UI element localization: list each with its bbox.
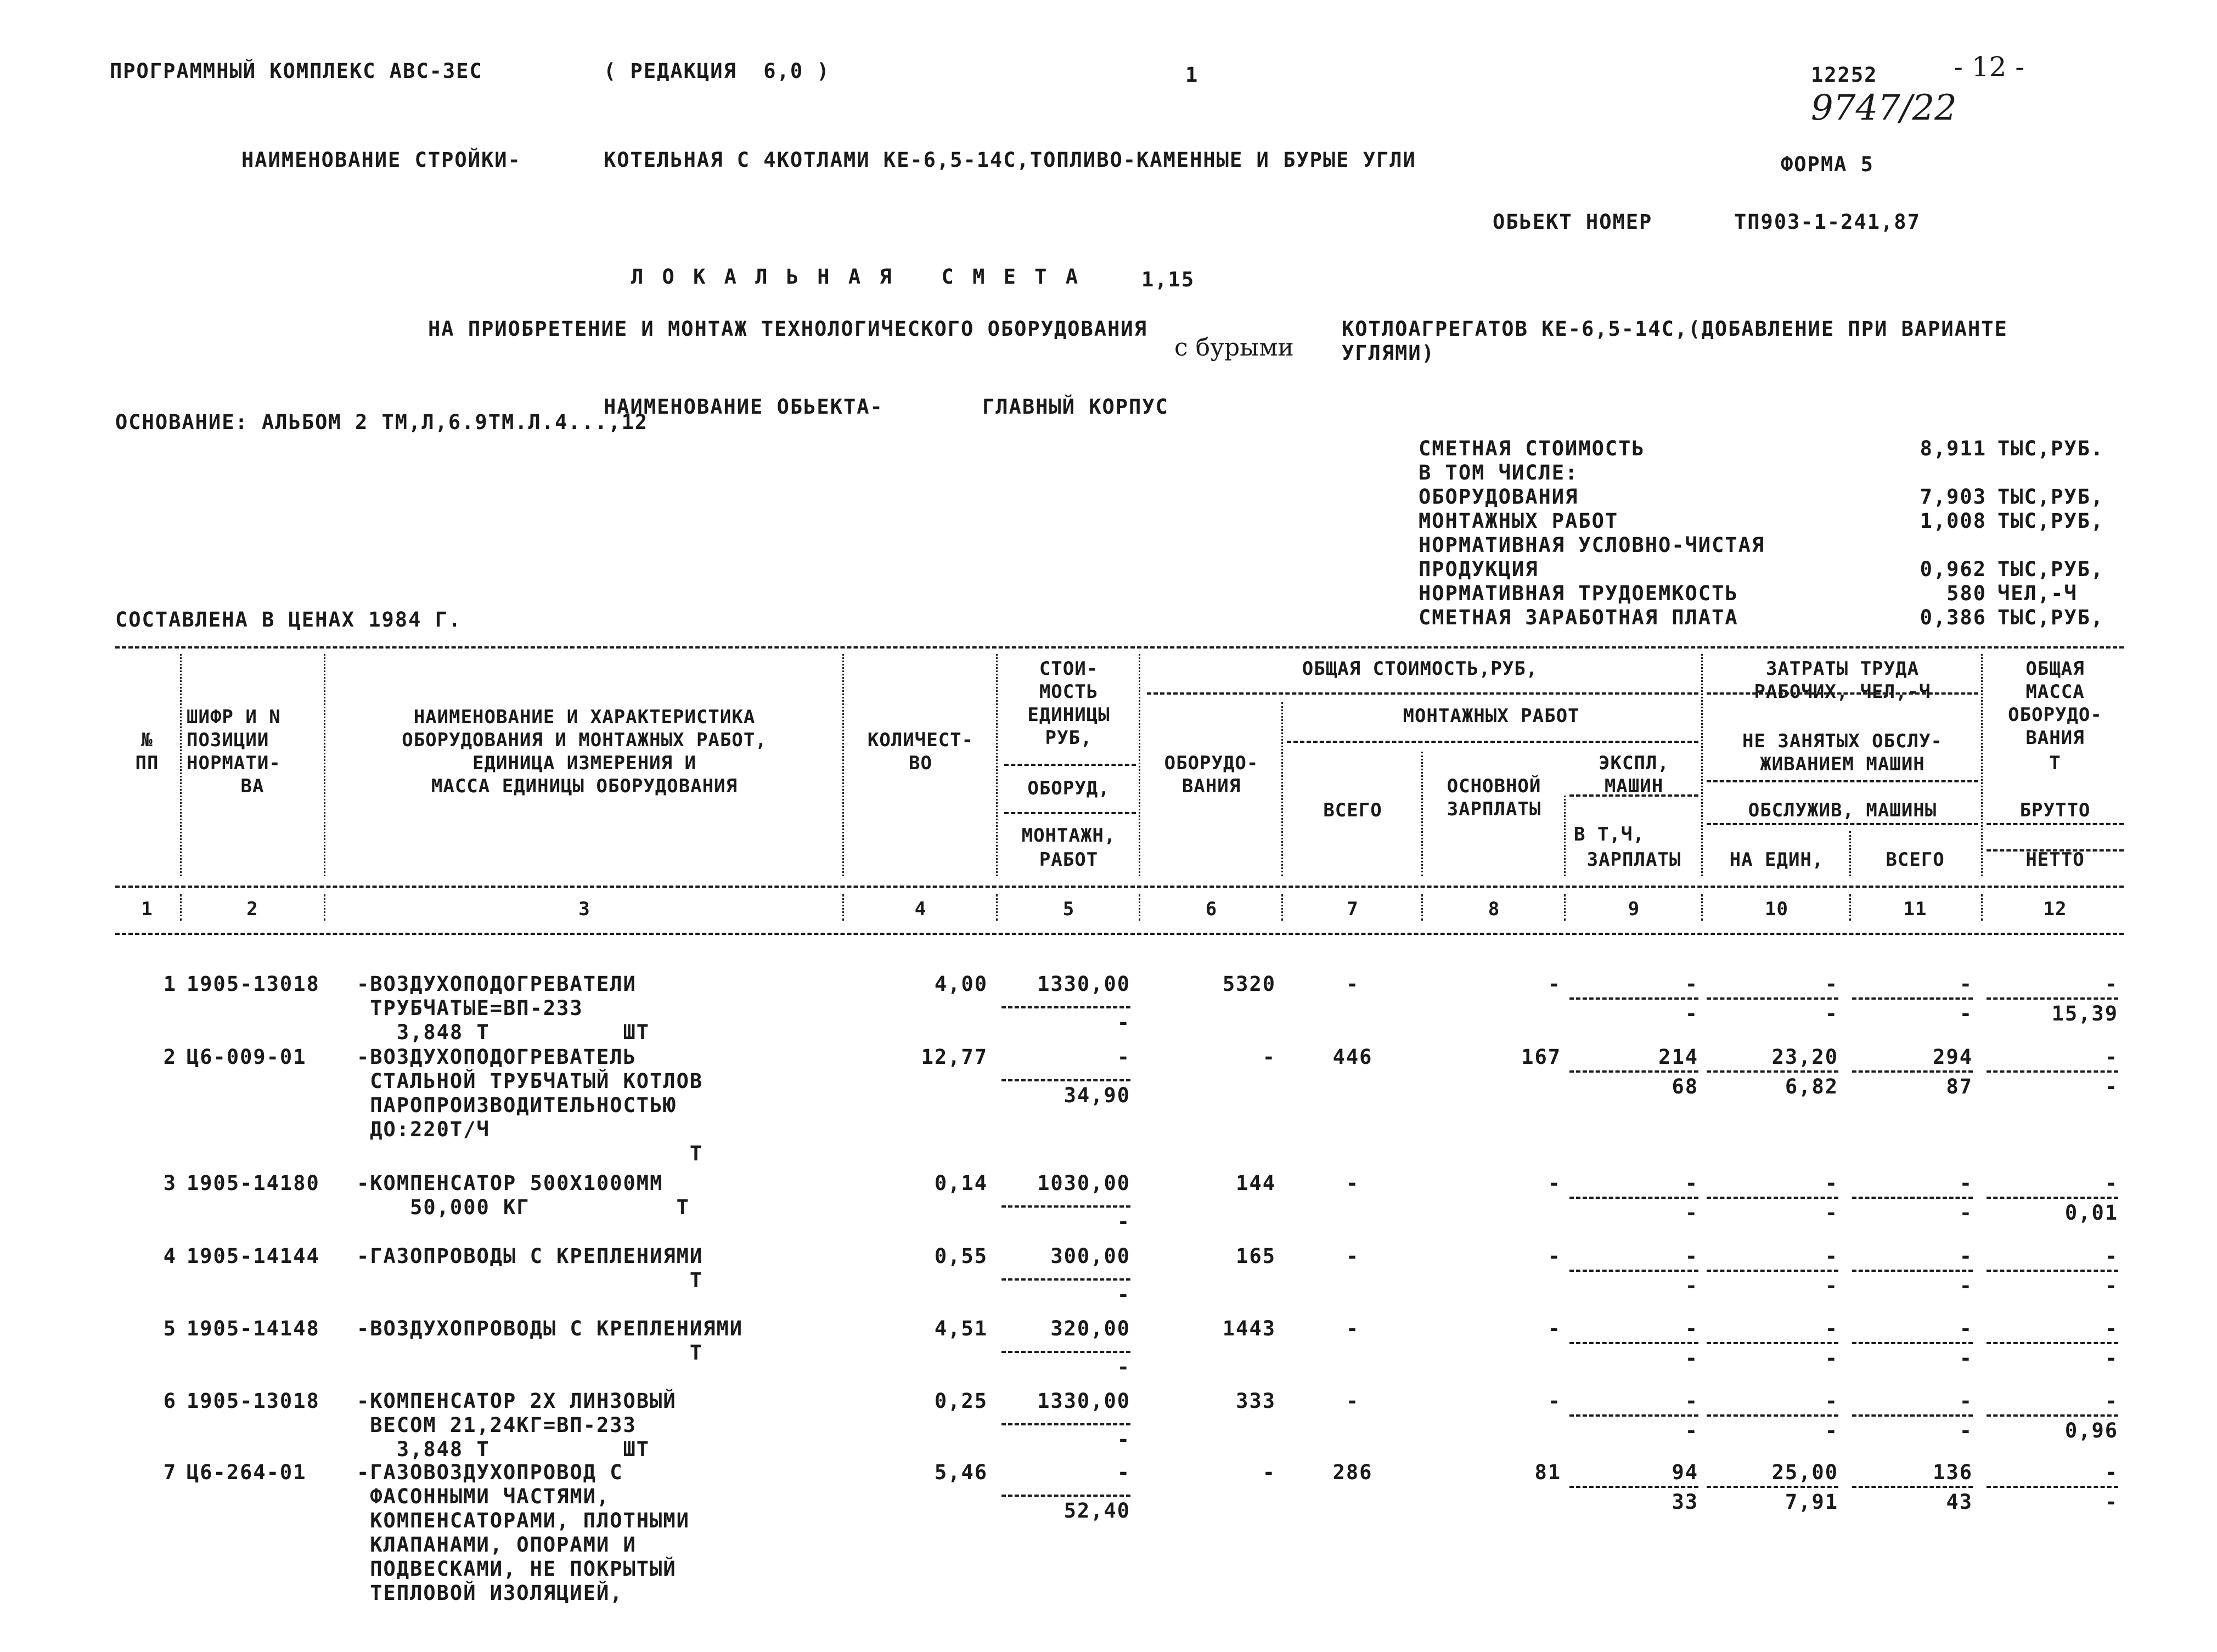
cell-divider-rule	[1987, 1414, 2118, 1417]
form-label: ФОРМА 5	[1781, 153, 1874, 176]
row-number: 3	[163, 1171, 177, 1195]
cell-divider-rule	[1569, 1342, 1698, 1344]
column-number: 11	[1903, 898, 1927, 920]
row-machines-upper: -	[1685, 1317, 1698, 1340]
col-header-code: ПОЗИЦИИ	[187, 729, 269, 751]
col-divider	[1849, 831, 1851, 876]
purpose-line-1: НА ПРИОБРЕТЕНИЕ И МОНТАЖ ТЕХНОЛОГИЧЕСКОГО ОБОРУДОВАНИЯ	[428, 317, 1147, 341]
group-rule	[1004, 812, 1136, 814]
row-labor-per-unit-upper: -	[1825, 1171, 1838, 1195]
row-unit-cost-upper: 1030,00	[1037, 1171, 1130, 1195]
row-name-line: КОМПЕНСАТОРАМИ, ПЛОТНЫМИ	[357, 1509, 690, 1532]
row-labor-per-unit-upper: -	[1825, 1317, 1838, 1340]
col-divider	[842, 654, 844, 876]
col-header-per-unit: НА ЕДИН,	[1729, 849, 1824, 871]
row-mass-upper: -	[2105, 1461, 2118, 1484]
row-labor-per-unit-lower: 6,82	[1785, 1075, 1838, 1098]
cell-divider-rule	[1569, 997, 1698, 1000]
summary-label: МОНТАЖНЫХ РАБОТ	[1419, 509, 1619, 533]
col-header-mass: Т	[2049, 752, 2061, 774]
col-header-machines: ЗАРПЛАТЫ	[1586, 849, 1681, 871]
row-labor-total-upper: -	[1959, 972, 1973, 996]
row-labor-per-unit-upper: 23,20	[1771, 1045, 1838, 1069]
row-name-line: 50,000 КГ Т	[357, 1196, 690, 1219]
col-divider	[1981, 654, 1983, 876]
col-header-machines: ЭКСПЛ,	[1599, 752, 1669, 774]
row-labor-total-upper: 136	[1933, 1461, 1973, 1484]
row-labor-total-upper: -	[1959, 1244, 1973, 1268]
col-header-unit-cost: ЕДИНИЦЫ	[1027, 704, 1110, 726]
row-labor-total-upper: -	[1959, 1171, 1973, 1195]
summary-label: НОРМАТИВНАЯ УСЛОВНО-ЧИСТАЯ	[1419, 533, 1765, 557]
row-labor-total-lower: -	[1959, 1274, 1973, 1298]
row-name-line: -КОМПЕНСАТОР 2Х ЛИНЗОВЫЙ	[357, 1389, 677, 1413]
summary-unit: ТЫС,РУБ,	[1997, 509, 2105, 533]
col-header-name: МАССА ЕДИНИЦЫ ОБОРУДОВАНИЯ	[431, 775, 738, 797]
row-name-line: 3,848 Т ШТ	[357, 1437, 650, 1461]
row-labor-total-lower: -	[1959, 1346, 1973, 1370]
row-machines-lower: -	[1685, 1002, 1698, 1025]
group-rule	[1147, 692, 1698, 695]
cell-divider-rule	[1987, 1270, 2118, 1272]
col-header-qty: ВО	[909, 752, 932, 774]
estimate-title: Л О К А Л Ь Н А Я С М Е Т А	[631, 265, 1082, 289]
group-rule	[1987, 823, 2124, 825]
row-number: 5	[163, 1317, 177, 1340]
row-name-line: ФАСОННЫМИ ЧАСТЯМИ,	[357, 1485, 610, 1508]
col-divider	[1281, 702, 1283, 876]
row-machines-lower: -	[1685, 1346, 1698, 1370]
col-header-code: НОРМАТИ-	[187, 752, 281, 774]
row-labor-total-upper: 294	[1933, 1045, 1973, 1069]
col-header-mass: БРУТТО	[2019, 799, 2091, 821]
document-code: 12252	[1811, 63, 1878, 87]
row-name-line: -ГАЗОПРОВОДЫ С КРЕПЛЕНИЯМИ	[357, 1244, 704, 1268]
cell-divider-rule	[1987, 1070, 2118, 1073]
column-number: 7	[1347, 898, 1359, 920]
col-divider	[1139, 654, 1140, 876]
col-divider	[1701, 654, 1703, 876]
row-machines-lower: -	[1685, 1419, 1698, 1442]
col-divider	[1421, 752, 1423, 876]
purpose-line-2b: УГЛЯМИ)	[1342, 341, 1435, 365]
row-mass-lower: 0,96	[2064, 1419, 2118, 1442]
summary-value: 1,008	[1920, 509, 1987, 533]
row-base-salary: -	[1548, 1171, 1561, 1195]
summary-label: ОБОРУДОВАНИЯ	[1419, 485, 1579, 509]
summary-label: СМЕТНАЯ СТОИМОСТЬ	[1419, 437, 1645, 460]
column-number: 2	[246, 898, 258, 920]
cell-divider-rule	[1001, 1278, 1130, 1281]
column-number: 1	[141, 898, 153, 920]
row-name-line: ПОДВЕСКАМИ, НЕ ПОКРЫТЫЙ	[357, 1557, 677, 1581]
row-name-line: ДО:220Т/Ч	[357, 1118, 490, 1141]
col-divider	[324, 894, 325, 921]
row-machines-lower: 68	[1672, 1075, 1698, 1098]
row-number: 2	[163, 1045, 177, 1069]
col-header-code: ШИФР И N	[187, 706, 281, 728]
cell-divider-rule	[1852, 1270, 1973, 1272]
row-mass-upper: -	[2105, 972, 2118, 996]
row-number: 6	[163, 1389, 177, 1413]
row-machines-lower: 33	[1672, 1490, 1698, 1514]
col-header-base-salary: ОСНОВНОЙ	[1447, 775, 1541, 797]
summary-value: 580	[1946, 582, 1987, 605]
col-divider	[1281, 894, 1283, 921]
col-divider	[324, 654, 325, 876]
row-code: 1905-14144	[187, 1244, 320, 1268]
row-machines-lower: -	[1685, 1274, 1698, 1298]
summary-value: 7,903	[1920, 485, 1987, 509]
row-quantity: 0,25	[934, 1389, 988, 1413]
row-machines-upper: 214	[1658, 1045, 1698, 1069]
column-number: 6	[1205, 898, 1218, 920]
col-header-no: №	[141, 729, 153, 751]
object-name: ГЛАВНЫЙ КОРПУС	[982, 395, 1169, 419]
row-unit-cost-lower: -	[1117, 1011, 1130, 1034]
row-name-line: ТРУБЧАТЫЕ=ВП-233	[357, 996, 583, 1020]
estimate-number: 1,15	[1141, 268, 1195, 291]
row-unit-cost-upper: 1330,00	[1037, 972, 1130, 996]
column-number: 4	[914, 898, 927, 920]
row-code: Ц6-264-01	[187, 1461, 307, 1484]
cell-divider-rule	[1569, 1486, 1698, 1488]
col-divider	[1701, 894, 1703, 921]
row-mass-lower: -	[2105, 1346, 2118, 1370]
row-name-line: Т	[357, 1142, 704, 1165]
col-header-name: ЕДИНИЦА ИЗМЕРЕНИЯ И	[472, 752, 696, 774]
cell-divider-rule	[1707, 1197, 1838, 1199]
header-rule	[115, 886, 2124, 888]
row-montage-total: 286	[1332, 1461, 1373, 1484]
row-montage-total: 446	[1332, 1045, 1373, 1069]
group-header-total-cost: ОБЩАЯ СТОИМОСТЬ,РУБ,	[1302, 658, 1538, 680]
row-code: 1905-14148	[187, 1317, 320, 1340]
row-mass-upper: -	[2105, 1244, 2118, 1268]
row-machines-lower: -	[1685, 1201, 1698, 1225]
cell-divider-rule	[1987, 1342, 2118, 1344]
labor-subheader: ЖИВАНИЕМ МАШИН	[1760, 753, 1925, 775]
summary-unit: ЧЕЛ,-Ч	[1997, 582, 2078, 605]
group-header-labor: РАБОЧИХ, ЧЕЛ,-Ч	[1754, 681, 1931, 703]
summary-value: 0,386	[1920, 606, 1987, 629]
cell-divider-rule	[1001, 1423, 1130, 1425]
row-unit-cost-upper: 300,00	[1050, 1244, 1130, 1268]
col-divider	[1981, 894, 1983, 921]
col-header-mass: НЕТТО	[2025, 849, 2085, 871]
summary-label: В ТОМ ЧИСЛЕ:	[1419, 461, 1579, 484]
row-quantity: 0,14	[934, 1171, 988, 1195]
group-header-labor: ЗАТРАТЫ ТРУДА	[1765, 658, 1920, 680]
row-montage-total: -	[1346, 1244, 1360, 1268]
table-top-rule	[115, 646, 2124, 649]
col-header-unit-cost: РУБ,	[1045, 727, 1093, 749]
handwritten-reference: 9747/22	[1811, 88, 1957, 128]
column-number: 3	[578, 898, 590, 920]
row-labor-total-lower: 87	[1946, 1075, 1973, 1098]
cell-divider-rule	[1987, 1197, 2118, 1199]
summary-unit: ТЫС,РУБ,	[1997, 606, 2105, 629]
cell-divider-rule	[1852, 1197, 1973, 1199]
row-name-line: -ВОЗДУХОПОДОГРЕВАТЕЛЬ	[357, 1045, 637, 1069]
cell-divider-rule	[1987, 997, 2118, 1000]
row-mass-lower: -	[2105, 1490, 2118, 1514]
row-mass-upper: -	[2105, 1317, 2118, 1340]
row-machines-upper: 94	[1672, 1461, 1698, 1484]
row-unit-cost-lower: 34,90	[1064, 1084, 1130, 1107]
row-code: 1905-14180	[187, 1171, 320, 1195]
row-base-salary: 167	[1521, 1045, 1561, 1069]
col-header-mass: ОБОРУДО-	[2008, 704, 2102, 726]
row-mass-upper: -	[2105, 1389, 2118, 1413]
row-equipment-cost: 165	[1236, 1244, 1276, 1268]
page-number: 1	[1185, 63, 1199, 87]
summary-label: ПРОДУКЦИЯ	[1419, 557, 1539, 581]
row-number: 7	[163, 1461, 177, 1484]
cell-divider-rule	[1707, 1270, 1838, 1272]
col-header-name: ОБОРУДОВАНИЯ И МОНТАЖНЫХ РАБОТ,	[402, 729, 767, 751]
col-header-qty: КОЛИЧЕСТ-	[867, 729, 974, 751]
col-header-unit-cost: СТОИ-	[1039, 658, 1099, 680]
row-name-line: ВЕСОМ 21,24КГ=ВП-233	[357, 1413, 637, 1437]
row-labor-per-unit-upper: -	[1825, 972, 1838, 996]
cell-divider-rule	[1569, 1070, 1698, 1073]
cell-divider-rule	[1569, 1414, 1698, 1417]
row-unit-cost-upper: 1330,00	[1037, 1389, 1130, 1413]
row-unit-cost-lower: -	[1117, 1210, 1130, 1233]
cell-divider-rule	[1987, 1486, 2118, 1488]
row-labor-total-lower: -	[1959, 1419, 1973, 1442]
cell-divider-rule	[1001, 1205, 1130, 1208]
cell-divider-rule	[1707, 1414, 1838, 1417]
row-quantity: 4,00	[934, 972, 988, 996]
col-divider	[180, 654, 182, 876]
row-mass-lower: 0,01	[2064, 1201, 2118, 1225]
row-machines-upper: -	[1685, 1244, 1698, 1268]
row-name-line: 3,848 Т ШТ	[357, 1020, 650, 1044]
col-header-machines: МАШИН	[1604, 775, 1664, 797]
col-header-total: ВСЕГО	[1323, 799, 1382, 821]
row-name-line: ТЕПЛОВОЙ ИЗОЛЯЦИЕЙ,	[357, 1581, 623, 1605]
row-montage-total: -	[1346, 1317, 1360, 1340]
row-code: 1905-13018	[187, 1389, 320, 1413]
row-unit-cost-upper: -	[1117, 1461, 1130, 1484]
row-labor-per-unit-upper: -	[1825, 1389, 1838, 1413]
summary-label: СМЕТНАЯ ЗАРАБОТНАЯ ПЛАТА	[1419, 606, 1738, 629]
col-header-unit-cost: РАБОТ	[1039, 849, 1099, 871]
row-name-line: КЛАПАНАМИ, ОПОРАМИ И	[357, 1533, 637, 1557]
program-name: ПРОГРАММНЫЙ КОМПЛЕКС АВС-3ЕС	[110, 59, 483, 83]
header-bottom-rule	[115, 933, 2124, 935]
cell-divider-rule	[1001, 1495, 1130, 1497]
summary-value: 8,911	[1920, 437, 1987, 460]
col-divider	[1564, 894, 1566, 921]
col-header-no: ПП	[135, 752, 159, 774]
row-labor-per-unit-lower: -	[1825, 1419, 1838, 1442]
purpose-line-1b: КОТЛОАГРЕГАТОВ КЕ-6,5-14С,(ДОБАВЛЕНИЕ ПРИ ВАРИАНТЕ	[1342, 317, 2008, 341]
col-header-machines: В Т,Ч,	[1574, 824, 1645, 845]
row-name-line: ПАРОПРОИЗВОДИТЕЛЬНОСТЬЮ	[357, 1093, 677, 1117]
row-mass-lower: -	[2105, 1274, 2118, 1298]
row-unit-cost-lower: 52,40	[1064, 1499, 1130, 1523]
cell-divider-rule	[1569, 1270, 1698, 1272]
row-base-salary: -	[1548, 972, 1561, 996]
cell-divider-rule	[1569, 1197, 1698, 1199]
row-equipment-cost: 1443	[1222, 1317, 1276, 1340]
object-name-label: НАИМЕНОВАНИЕ ОБЬЕКТА-	[604, 395, 884, 419]
col-header-name: НАИМЕНОВАНИЕ И ХАРАКТЕРИСТИКА	[413, 706, 756, 728]
row-unit-cost-upper: 320,00	[1050, 1317, 1130, 1340]
col-header-unit-cost: МОСТЬ	[1039, 681, 1099, 703]
row-labor-per-unit-lower: -	[1825, 1002, 1838, 1025]
row-montage-total: -	[1346, 1389, 1360, 1413]
row-unit-cost-lower: -	[1117, 1355, 1130, 1379]
group-rule	[1707, 780, 1978, 782]
construction-label: НАИМЕНОВАНИЕ СТРОЙКИ-	[241, 148, 521, 172]
row-quantity: 0,55	[934, 1244, 988, 1268]
row-base-salary: 81	[1534, 1461, 1561, 1484]
col-header-mass: МАССА	[2025, 681, 2085, 703]
col-divider	[996, 894, 998, 921]
group-rule	[1004, 764, 1136, 766]
row-labor-per-unit-upper: -	[1825, 1244, 1838, 1268]
row-base-salary: -	[1548, 1244, 1561, 1268]
cell-divider-rule	[1001, 1351, 1130, 1353]
row-labor-total-upper: -	[1959, 1317, 1973, 1340]
labor-subheader: ОБСЛУЖИВ, МАШИНЫ	[1748, 799, 1937, 821]
row-mass-lower: 15,39	[2051, 1002, 2118, 1025]
row-labor-total-upper: -	[1959, 1389, 1973, 1413]
row-quantity: 12,77	[921, 1045, 988, 1069]
row-labor-total-lower: -	[1959, 1201, 1973, 1225]
cell-divider-rule	[1707, 997, 1838, 1000]
edition: ( РЕДАКЦИЯ 6,0 )	[604, 59, 830, 83]
labor-subheader: НЕ ЗАНЯТЫХ ОБСЛУ-	[1742, 730, 1943, 752]
col-divider	[1421, 894, 1423, 921]
col-header-unit-cost: ОБОРУД,	[1027, 777, 1110, 799]
row-labor-per-unit-lower: 7,91	[1785, 1490, 1838, 1514]
cell-divider-rule	[1707, 1342, 1838, 1344]
row-labor-per-unit-lower: -	[1825, 1346, 1838, 1370]
col-header-mass: ВАНИЯ	[2025, 727, 2085, 749]
row-unit-cost-lower: -	[1117, 1428, 1130, 1451]
row-equipment-cost: 333	[1236, 1389, 1276, 1413]
row-labor-per-unit-lower: -	[1825, 1274, 1838, 1298]
row-number: 1	[163, 972, 177, 996]
group-rule	[1287, 741, 1698, 743]
row-name-line: -КОМПЕНСАТОР 500Х1000ММ	[357, 1171, 663, 1195]
col-divider	[180, 894, 182, 921]
row-name-line: СТАЛЬНОЙ ТРУБЧАТЫЙ КОТЛОВ	[357, 1069, 704, 1093]
row-montage-total: -	[1346, 1171, 1360, 1195]
basis: ОСНОВАНИЕ: АЛЬБОМ 2 ТМ,Л,6.9ТМ.Л.4...,12	[115, 410, 649, 434]
col-header-equipment: ВАНИЯ	[1181, 775, 1241, 797]
price-basis: СОСТАВЛЕНА В ЦЕНАХ 1984 Г.	[115, 608, 462, 632]
purpose-handwritten: с бурыми	[1174, 334, 1294, 362]
object-number-label: ОБЬЕКТ НОМЕР	[1493, 210, 1653, 234]
summary-unit: ТЫС,РУБ.	[1997, 437, 2105, 460]
row-name-line: -ВОЗДУХОПОДОГРЕВАТЕЛИ	[357, 972, 637, 996]
row-number: 4	[163, 1244, 177, 1268]
summary-unit: ТЫС,РУБ,	[1997, 557, 2105, 581]
summary-value: 0,962	[1920, 557, 1987, 581]
row-code: Ц6-009-01	[187, 1045, 307, 1069]
row-equipment-cost: 5320	[1222, 972, 1276, 996]
row-quantity: 4,51	[934, 1317, 988, 1340]
group-header-montage: МОНТАЖНЫХ РАБОТ	[1403, 705, 1580, 727]
row-machines-upper: -	[1685, 972, 1698, 996]
sheet-number: - 12 -	[1954, 51, 2025, 83]
row-labor-total-lower: 43	[1946, 1490, 1973, 1514]
construction-name: КОТЕЛЬНАЯ С 4КОТЛАМИ КЕ-6,5-14С,ТОПЛИВО-КАМЕННЫЕ И БУРЫЕ УГЛИ	[604, 148, 1416, 172]
column-number: 9	[1628, 898, 1640, 920]
summary-unit: ТЫС,РУБ,	[1997, 485, 2105, 509]
row-equipment-cost: 144	[1236, 1171, 1276, 1195]
row-unit-cost-upper: -	[1117, 1045, 1130, 1069]
row-montage-total: -	[1346, 972, 1360, 996]
col-divider	[1564, 796, 1566, 876]
row-machines-upper: -	[1685, 1389, 1698, 1413]
cell-divider-rule	[1852, 1070, 1973, 1073]
col-header-base-salary: ЗАРПЛАТЫ	[1447, 798, 1541, 820]
row-unit-cost-lower: -	[1117, 1283, 1130, 1306]
row-name-line: Т	[357, 1268, 704, 1292]
row-name-line: -ГАЗОВОЗДУХОПРОВОД С	[357, 1461, 623, 1484]
cell-divider-rule	[1001, 1079, 1130, 1081]
col-header-labor-total: ВСЕГО	[1886, 849, 1945, 871]
row-equipment-cost: -	[1262, 1045, 1276, 1069]
row-mass-lower: -	[2105, 1075, 2118, 1098]
col-header-unit-cost: МОНТАЖН,	[1021, 825, 1116, 847]
row-machines-upper: -	[1685, 1171, 1698, 1195]
cell-divider-rule	[1707, 1070, 1838, 1073]
col-divider	[842, 894, 844, 921]
row-labor-per-unit-upper: 25,00	[1771, 1461, 1838, 1484]
row-labor-per-unit-lower: -	[1825, 1201, 1838, 1225]
column-number: 10	[1765, 898, 1788, 920]
cell-divider-rule	[1852, 1486, 1973, 1488]
cell-divider-rule	[1001, 1006, 1130, 1008]
col-header-mass: ОБЩАЯ	[2025, 658, 2085, 680]
group-rule	[1707, 823, 1978, 825]
row-quantity: 5,46	[934, 1461, 988, 1484]
row-name-line: -ВОЗДУХОПРОВОДЫ С КРЕПЛЕНИЯМИ	[357, 1317, 744, 1340]
col-divider	[1139, 894, 1140, 921]
row-labor-total-lower: -	[1959, 1002, 1973, 1025]
col-header-equipment: ОБОРУДО-	[1164, 752, 1259, 774]
col-divider	[1849, 894, 1851, 921]
summary-label: НОРМАТИВНАЯ ТРУДОЕМКОСТЬ	[1419, 582, 1738, 605]
row-mass-upper: -	[2105, 1045, 2118, 1069]
cell-divider-rule	[1852, 997, 1973, 1000]
cell-divider-rule	[1707, 1486, 1838, 1488]
column-number: 5	[1062, 898, 1075, 920]
row-base-salary: -	[1548, 1317, 1561, 1340]
cell-divider-rule	[1852, 1342, 1973, 1344]
row-code: 1905-13018	[187, 972, 320, 996]
column-number: 8	[1488, 898, 1500, 920]
row-base-salary: -	[1548, 1389, 1561, 1413]
cell-divider-rule	[1852, 1414, 1973, 1417]
col-header-code: ВА	[240, 775, 265, 797]
column-number: 12	[2043, 898, 2067, 920]
row-equipment-cost: -	[1262, 1461, 1276, 1484]
object-number: ТП903-1-241,87	[1734, 210, 1921, 234]
col-divider	[996, 654, 998, 876]
row-mass-upper: -	[2105, 1171, 2118, 1195]
row-name-line: Т	[357, 1341, 704, 1365]
